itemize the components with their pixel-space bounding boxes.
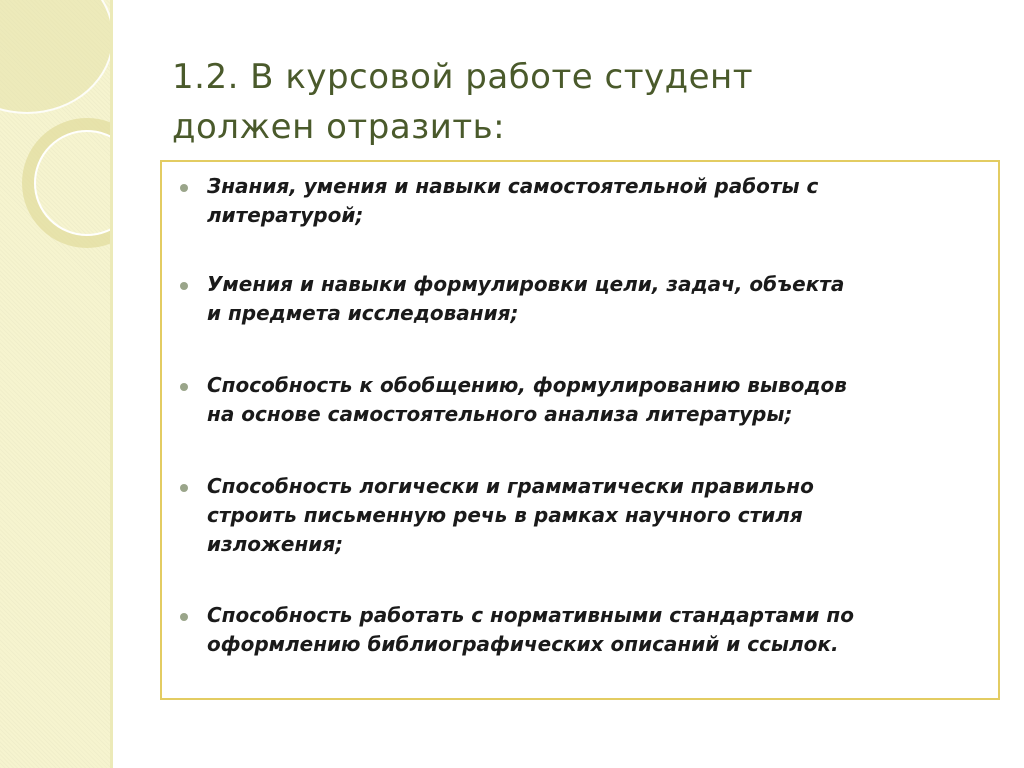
bullet-dot-icon	[180, 282, 188, 290]
content-box	[160, 160, 1000, 700]
list-item-text	[207, 172, 818, 230]
list-item-text	[207, 371, 847, 429]
decorative-side-strip	[0, 0, 112, 768]
slide-title-line-1: 1.2. В курсовой работе студент	[172, 57, 754, 97]
list-item	[180, 601, 980, 659]
list-item-text	[207, 601, 854, 659]
bullet-dot-icon	[180, 484, 188, 492]
list-item-text	[207, 270, 844, 328]
list-item-line: и предмета исследования;	[207, 301, 519, 325]
list-item-line: оформлению библиографических описаний и ссылок.	[207, 632, 839, 656]
list-item-line: Способность к обобщению, формулированию выводов	[207, 373, 847, 397]
list-item-text	[207, 472, 814, 559]
slide-title	[172, 52, 972, 152]
list-item-line: изложения;	[207, 532, 344, 556]
bullet-dot-icon	[180, 184, 188, 192]
side-strip-edge	[110, 0, 113, 768]
list-item-line: литературой;	[207, 203, 364, 227]
list-item-line: Умения и навыки формулировки цели, задач, объекта	[207, 272, 845, 296]
list-item-line: Способность работать с нормативными стандартами по	[207, 603, 854, 627]
slide-title-line-2: должен отразить:	[172, 107, 506, 147]
list-item-line: на основе самостоятельного анализа литературы;	[207, 402, 793, 426]
list-item-line: Знания, умения и навыки самостоятельной работы с	[207, 174, 819, 198]
list-item	[180, 172, 980, 230]
bullet-dot-icon	[180, 613, 188, 621]
list-item	[180, 371, 980, 429]
decorative-circle	[0, 0, 112, 114]
bullet-dot-icon	[180, 383, 188, 391]
list-item-line: Способность логически и грамматически правильно	[207, 474, 814, 498]
list-item	[180, 270, 980, 328]
list-item	[180, 472, 980, 559]
list-item-line: строить письменную речь в рамках научного стиля	[207, 503, 803, 527]
